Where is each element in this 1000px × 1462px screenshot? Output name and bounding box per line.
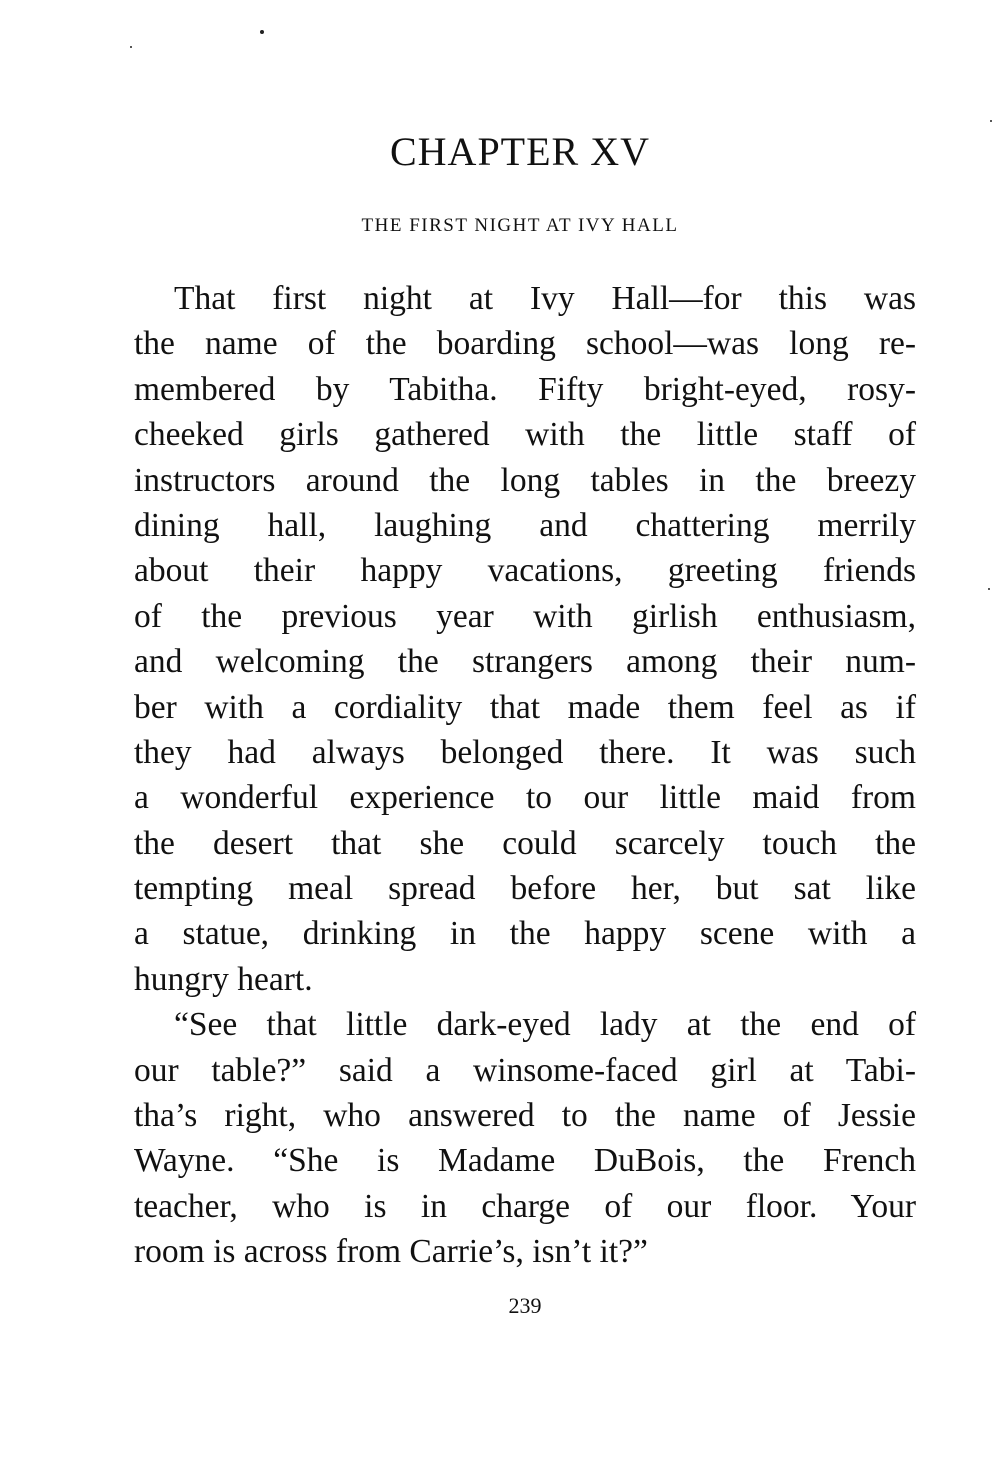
text-line: the desert that she could scarcely touch the [134,824,916,862]
print-speck [988,588,990,590]
text-line: “See that little dark-eyed lady at the end of [174,1006,916,1044]
text-line: and welcoming the strangers among their num- [134,643,916,681]
text-line: That first night at Ivy Hall—for this was [174,280,916,317]
text-line: membered by Tabitha. Fifty bright-eyed, rosy- [134,370,916,408]
text-line: our table?” said a winsome-faced girl at Tabi- [134,1051,916,1089]
text-line: teacher, who is in charge of our floor. Your [134,1187,916,1225]
text-line: a statue, drinking in the happy scene with a [134,915,916,953]
text-line: they had always belonged there. It was such [134,733,916,771]
paragraph [134,1002,916,1274]
text-line: a wonderful experience to our little maid from [134,779,916,817]
text-line: tha’s right, who answered to the name of Jessie [134,1097,916,1135]
text-line: of the previous year with girlish enthusiasm, [134,597,916,635]
text-line: tempting meal spread before her, but sat like [134,870,916,908]
print-speck [260,30,264,34]
text-line: Wayne. “She is Madame DuBois, the French [134,1142,916,1180]
text-line: instructors around the long tables in the breezy [134,461,916,499]
text-line: hungry heart. [134,960,313,998]
text-line: cheeked girls gathered with the little staff of [134,416,916,454]
text-line: dining hall, laughing and chattering merrily [134,506,916,544]
print-speck [990,120,992,122]
text-line: ber with a cordiality that made them feel as if [134,688,916,726]
print-speck [130,46,132,48]
text-line: the name of the boarding school—was long re- [134,325,916,363]
page-number: 239 [508,1293,542,1318]
text-line: room is across from Carrie’s, isn’t it?” [134,1233,648,1271]
paragraph [134,276,916,1002]
chapter-title: CHAPTER XV [389,129,651,174]
text-line: about their happy vacations, greeting friends [134,552,916,590]
chapter-body [134,276,916,1275]
chapter-subtitle: THE FIRST NIGHT AT IVY HALL [361,215,679,236]
